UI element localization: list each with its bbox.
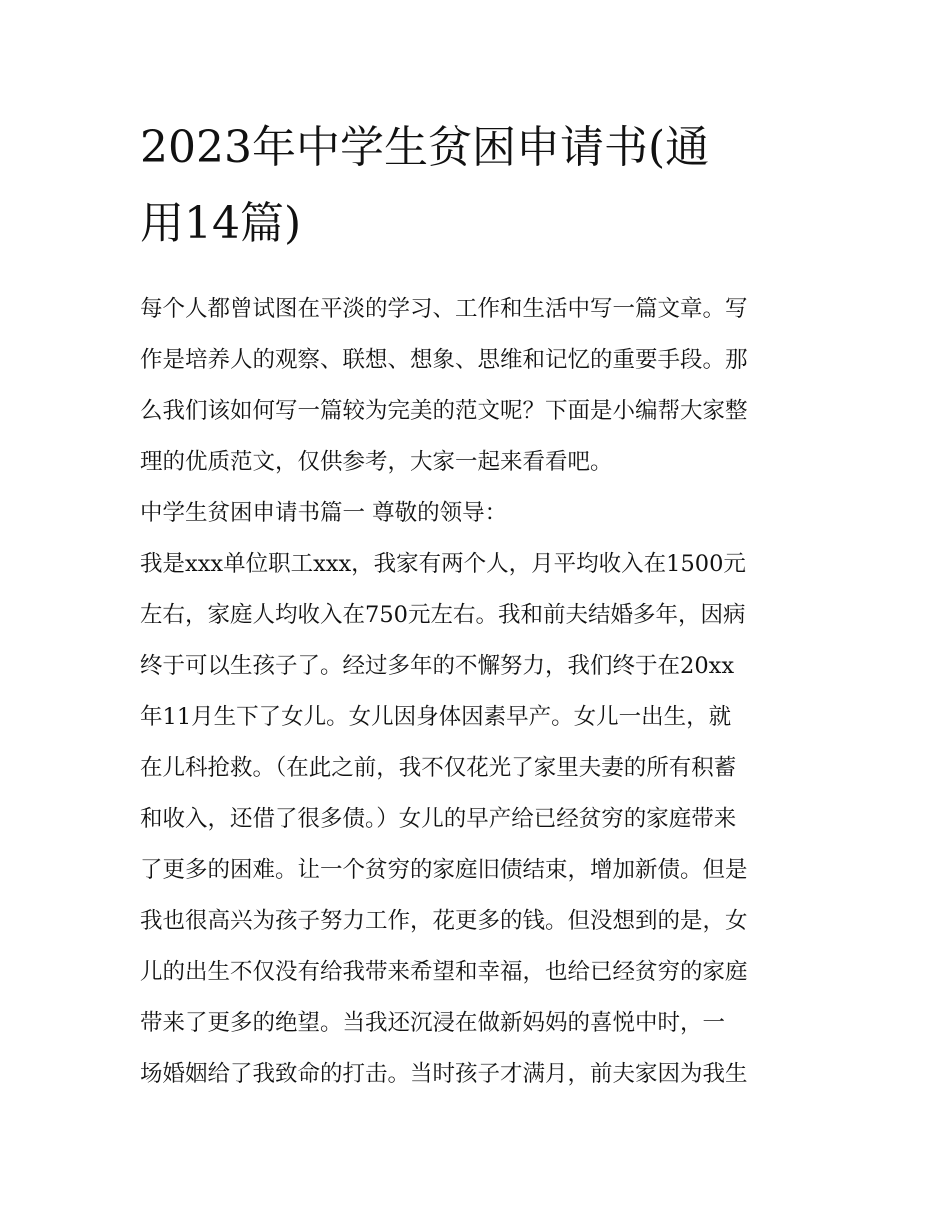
body-line: 带来了更多的绝望。当我还沉浸在做新妈妈的喜悦中时，一 (140, 1010, 726, 1036)
body-line: 儿的出生不仅没有给我带来希望和幸福，也给已经贫穷的家庭 (140, 959, 748, 985)
body-line: 场婚姻给了我致命的打击。当时孩子才满月，前夫家因为我生 (140, 1061, 748, 1087)
body-line: 理的优质范文，仅供参考，大家一起来看看吧。 (140, 449, 613, 475)
document-title (140, 110, 812, 262)
body-line: 终于可以生孩子了。经过多年的不懈努力，我们终于在20xx (140, 653, 735, 679)
section-heading: 中学生贫困申请书篇一 尊敬的领导： (140, 500, 508, 526)
body-line: 年11月生下了女儿。女儿因身体因素早产。女儿一出生，就 (140, 704, 732, 730)
body-line: 在儿科抢救。（在此之前，我不仅花光了家里夫妻的所有积蓄 (140, 755, 737, 781)
body-line: 我是xxx单位职工xxx，我家有两个人，月平均收入在1500元 (140, 551, 746, 577)
document-body (140, 284, 812, 1100)
title-line-1: 2023年中学生贫困申请书(通 (140, 122, 710, 173)
body-line: 么我们该如何写一篇较为完美的范文呢？下面是小编帮大家整 (140, 398, 748, 424)
body-line: 左右，家庭人均收入在750元左右。我和前夫结婚多年，因病 (140, 602, 746, 628)
title-line-2: 用14篇) (140, 198, 302, 249)
body-line: 作是培养人的观察、联想、想象、思维和记忆的重要手段。那 (140, 347, 748, 373)
body-line: 每个人都曾试图在平淡的学习、工作和生活中写一篇文章。写 (140, 296, 748, 322)
document-page (140, 110, 812, 1100)
body-line: 我也很高兴为孩子努力工作，花更多的钱。但没想到的是，女 (140, 908, 748, 934)
body-line: 了更多的困难。让一个贫穷的家庭旧债结束，增加新债。但是 (140, 857, 748, 883)
body-line: 和收入，还借了很多债。）女儿的早产给已经贫穷的家庭带来 (140, 806, 737, 832)
